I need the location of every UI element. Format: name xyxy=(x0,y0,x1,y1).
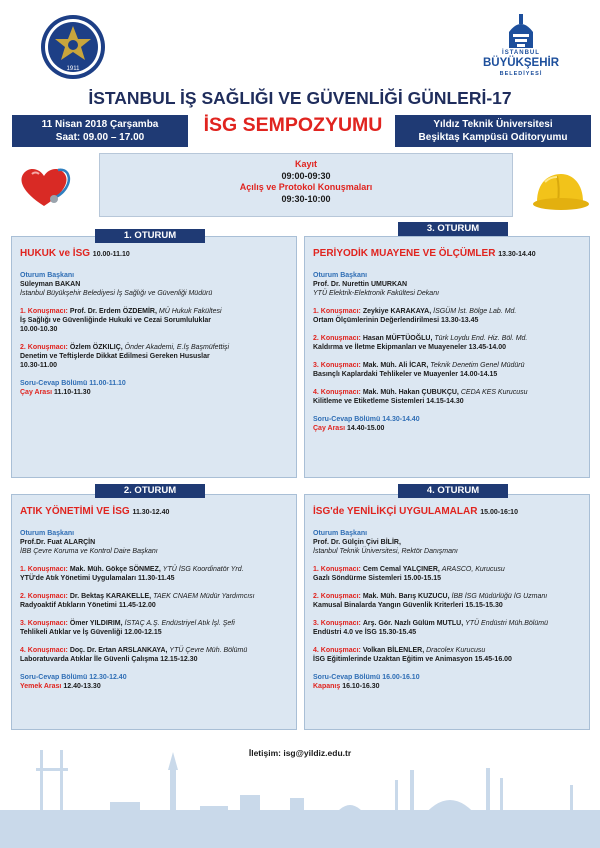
speaker-label: 4. Konuşmacı: xyxy=(20,647,68,654)
speaker-label: 3. Konuşmacı: xyxy=(313,620,361,627)
registration-box xyxy=(99,153,513,217)
break-time: 12.40-13.30 xyxy=(63,683,101,690)
break-label: Çay Arası xyxy=(20,389,53,396)
speaker-label: 2. Konuşmacı: xyxy=(20,593,68,600)
break-label: Kapanış xyxy=(313,683,341,690)
talk-time: 14.15-14.30 xyxy=(426,398,464,405)
talk-title: Kilitleme ve Etiketleme Sistemleri xyxy=(313,398,425,405)
speaker-affiliation: MÜ Hukuk Fakültesi xyxy=(158,308,222,315)
opening-label: Açılış ve Protokol Konuşmaları xyxy=(239,182,373,192)
chair-label: Oturum Başkanı xyxy=(313,530,368,537)
break-time: 11.10-11.30 xyxy=(54,389,91,396)
break-item xyxy=(20,682,290,691)
ibb-logo-main-text: BÜYÜKŞEHİR xyxy=(482,57,560,69)
opening-time: 09:30-10:00 xyxy=(281,193,331,204)
talk-item xyxy=(313,619,583,637)
talk-item xyxy=(313,565,583,583)
chair-label: Oturum Başkanı xyxy=(313,272,368,279)
event-date: 11 Nisan 2018 Çarşamba xyxy=(41,119,159,130)
talk-time: 11.45-12.00 xyxy=(118,602,156,609)
ibb-logo-top-text: İSTANBUL xyxy=(502,50,540,56)
session-chair xyxy=(313,271,583,298)
speaker-label: 1. Konuşmacı: xyxy=(20,308,68,315)
speaker-affiliation: Teknik Denetim Genel Müdürü xyxy=(430,362,525,369)
speaker-name: Prof. Dr. Erdem ÖZDEMİR, xyxy=(69,308,157,315)
session-3-tab: 3. OTURUM xyxy=(398,222,508,236)
session-4-panel xyxy=(304,494,590,730)
speaker-affiliation: YTÜ İSG Koordinatör Yrd. xyxy=(162,566,244,573)
session-chair xyxy=(20,529,290,556)
chair-name: Süleyman BAKAN xyxy=(20,281,81,288)
chair-name: Prof.Dr. Fuat ALARÇİN xyxy=(20,539,96,546)
break-item xyxy=(313,424,583,433)
speaker-affiliation: YTÜ Çevre Müh. Bölümü xyxy=(169,647,248,654)
chair-role: İstanbul Teknik Üniversitesi, Rektör Danışmanı xyxy=(313,548,458,555)
speaker-label: 4. Konuşmacı: xyxy=(313,389,361,396)
session-title: İSG'de YENİLİKÇİ UYGULAMALAR 15.00-16:10 xyxy=(313,506,518,517)
talk-time: 12.15-12.30 xyxy=(160,656,198,663)
talk-time: 13.45-14.00 xyxy=(468,344,507,351)
talk-title: İş Sağlığı ve Güvenliğinde Hukuki ve Cezai Sorumluluklar xyxy=(20,317,211,324)
event-hours: Saat: 09.00 – 17.00 xyxy=(55,132,145,143)
symposium-title: İSG SEMPOZYUMU xyxy=(203,114,383,136)
speaker-name: Mak. Müh. Gökçe SÖNMEZ, xyxy=(69,566,161,573)
session-time: 11.30-12.40 xyxy=(132,509,170,516)
registration-label: Kayıt xyxy=(294,159,317,169)
ibb-logo xyxy=(480,12,562,82)
speaker-name: Cem Cemal YALÇINER, xyxy=(362,566,440,573)
break-label: Çay Arası xyxy=(313,425,346,432)
chair-role: YTÜ Elektrik-Elektronik Fakültesi Dekanı xyxy=(313,290,440,297)
speaker-name: Volkan BİLENLER, xyxy=(362,647,425,654)
speaker-label: 2. Konuşmacı: xyxy=(313,593,361,600)
speaker-name: Dr. Bektaş KARAKELLE, xyxy=(69,593,152,600)
talk-item xyxy=(20,565,290,583)
date-box xyxy=(12,115,188,147)
chair-name: Prof. Dr. Nurettin UMURKAN xyxy=(313,281,408,288)
talk-time: 15.30-15.45 xyxy=(378,629,417,636)
break-time: 16.10-16.30 xyxy=(342,683,380,690)
speaker-affiliation: Türk Loydu End. Hiz. Böl. Md. xyxy=(434,335,528,342)
hard-hat-icon xyxy=(527,168,589,214)
heart-stethoscope-icon xyxy=(14,162,74,210)
session-chair xyxy=(20,271,290,298)
talk-title: YTÜ'de Atık Yönetimi Uygulamaları xyxy=(20,575,137,582)
speaker-label: 1. Konuşmacı: xyxy=(313,566,361,573)
break-item xyxy=(20,388,290,397)
session-title: ATIK YÖNETİMİ VE İSG 11.30-12.40 xyxy=(20,506,170,517)
talk-title: Laboratuvarda Atıklar İle Güvenli Çalışma xyxy=(20,656,159,663)
talk-title: Denetim ve Teftişlerde Dikkat Edilmesi Gereken Hususlar xyxy=(20,353,210,360)
talk-title: Endüstri 4.0 ve İSG xyxy=(313,629,377,636)
speaker-name: Özlem ÖZKILIÇ, xyxy=(69,344,123,351)
session-3-content xyxy=(313,249,583,433)
venue-hall: Beşiktaş Kampüsü Oditoryumu xyxy=(418,132,568,143)
qa-section: Soru-Cevap Bölümü 11.00-11.10 xyxy=(20,380,126,387)
talk-title: Kamusal Binalarda Yangın Güvenlik Kriterleri xyxy=(313,602,464,609)
talk-title: Ortam Ölçümlerinin Değerlendirilmesi xyxy=(313,317,440,324)
talk-time: 14.00-14.15 xyxy=(459,371,498,378)
talk-time: 15.00-15.15 xyxy=(403,575,442,582)
session-1-content xyxy=(20,249,290,397)
speaker-affiliation: ARASCO, Kurucusu xyxy=(441,566,505,573)
talk-title: Radyoaktif Atıkların Yönetimi xyxy=(20,602,117,609)
talk-item xyxy=(20,307,290,334)
session-2-tab: 2. OTURUM xyxy=(95,484,205,498)
session-title: HUKUK ve İSG 10.00-11.10 xyxy=(20,248,130,259)
session-1-tab: 1. OTURUM xyxy=(95,229,205,243)
talk-item xyxy=(313,592,583,610)
talk-time: 10.30-11.00 xyxy=(20,362,57,369)
break-label: Yemek Arası xyxy=(20,683,62,690)
speaker-affiliation: Önder Akademi, E.İş Başmüfettişi xyxy=(124,344,230,351)
speaker-affiliation: İSTAÇ A.Ş. Endüstriyel Atık İşl. Şefi xyxy=(124,620,235,627)
talk-time: 11.30-11.45 xyxy=(137,575,175,582)
session-time: 15.00-16:10 xyxy=(480,509,518,516)
session-1-panel xyxy=(11,236,297,478)
talk-item xyxy=(20,619,290,637)
speaker-label: 1. Konuşmacı: xyxy=(313,308,361,315)
ibb-logo-icon xyxy=(480,12,562,50)
registration-time: 09:00-09:30 xyxy=(281,170,331,181)
session-4-tab: 4. OTURUM xyxy=(398,484,508,498)
speaker-name: Hasan MÜFTÜOĞLU, xyxy=(362,335,433,342)
session-time: 13.30-14.40 xyxy=(498,251,536,258)
talk-item xyxy=(313,646,583,664)
session-chair xyxy=(313,529,583,556)
break-time: 14.40-15.00 xyxy=(347,425,385,432)
session-title: PERİYODİK MUAYENE VE ÖLÇÜMLER 13.30-14.40 xyxy=(313,248,536,259)
qa-section: Soru-Cevap Bölümü 14.30-14.40 xyxy=(313,416,420,423)
ytu-logo-year: 1911 xyxy=(66,66,80,72)
speaker-name: Doç. Dr. Ertan ARSLANKAYA, xyxy=(69,647,168,654)
speaker-label: 4. Konuşmacı: xyxy=(313,647,361,654)
chair-role: İBB Çevre Koruma ve Kontrol Daire Başkanı xyxy=(20,548,158,555)
chair-role: İstanbul Büyükşehir Belediyesi İş Sağlığı ve Güvenliği Müdürü xyxy=(20,290,213,297)
session-3-panel xyxy=(304,236,590,478)
break-item xyxy=(313,682,583,691)
talk-time: 10.00-10.30 xyxy=(20,326,58,333)
session-2-content xyxy=(20,507,290,691)
speaker-name: Arş. Gör. Nazlı Gülüm MUTLU, xyxy=(362,620,464,627)
chair-label: Oturum Başkanı xyxy=(20,530,75,537)
talk-item xyxy=(313,361,583,379)
speaker-name: Mak. Müh. Barış KUZUCU, xyxy=(362,593,450,600)
talk-item xyxy=(20,592,290,610)
talk-item xyxy=(313,307,583,325)
talk-title: Basınçlı Kaplardaki Tehlikeler ve Muayenler xyxy=(313,371,458,378)
speaker-name: Mak. Müh. Ali İCAR, xyxy=(362,362,429,369)
talk-title: İSG Eğitimlerinde Uzaktan Eğitim ve Animasyon xyxy=(313,656,473,663)
talk-item xyxy=(20,343,290,370)
speaker-label: 2. Konuşmacı: xyxy=(313,335,361,342)
talk-item xyxy=(313,388,583,406)
contact-info: İletişim: isg@yildiz.edu.tr xyxy=(248,748,352,758)
speaker-affiliation: TAEK CNAEM Müdür Yardımcısı xyxy=(153,593,255,600)
talk-item xyxy=(20,646,290,664)
speaker-label: 1. Konuşmacı: xyxy=(20,566,68,573)
venue-box xyxy=(395,115,591,147)
speaker-label: 2. Konuşmacı: xyxy=(20,344,68,351)
qa-section: Soru-Cevap Bölümü 16.00-16.10 xyxy=(313,674,420,681)
talk-item xyxy=(313,334,583,352)
talk-title: Tehlikeli Atıklar ve İş Güvenliği xyxy=(20,629,123,636)
speaker-affiliation: İBB İSG Müdürlüğü İG Uzmanı xyxy=(451,593,548,600)
speaker-label: 3. Konuşmacı: xyxy=(313,362,361,369)
chair-label: Oturum Başkanı xyxy=(20,272,75,279)
speaker-name: Mak. Müh. Hakan ÇUBUKÇU, xyxy=(362,389,459,396)
venue-university: Yıldız Teknik Üniversitesi xyxy=(433,119,553,130)
talk-title: Kaldırma ve İletme Ekipmanları ve Muayeneler xyxy=(313,344,467,351)
speaker-affiliation: CEDA KES Kurucusu xyxy=(460,389,528,396)
talk-time: 13.30-13.45 xyxy=(441,317,479,324)
talk-time: 15.45-16.00 xyxy=(474,656,512,663)
qa-section: Soru-Cevap Bölümü 12.30-12.40 xyxy=(20,674,127,681)
ytu-logo xyxy=(40,14,106,80)
speaker-label: 3. Konuşmacı: xyxy=(20,620,68,627)
speaker-affiliation: İSGÜM İst. Bölge Lab. Md. xyxy=(433,308,517,315)
speaker-name: Zeykiye KARAKAYA, xyxy=(362,308,432,315)
session-2-panel xyxy=(11,494,297,730)
speaker-affiliation: YTÜ Endüstri Müh.Bölümü xyxy=(465,620,548,627)
session-4-content xyxy=(313,507,583,691)
talk-title: Gazlı Söndürme Sistemleri xyxy=(313,575,402,582)
speaker-name: Ömer YILDIRIM, xyxy=(69,620,123,627)
session-time: 10.00-11.10 xyxy=(92,251,130,258)
talk-time: 12.00-12.15 xyxy=(124,629,162,636)
page-title: İSTANBUL İŞ SAĞLIĞI VE GÜVENLİĞİ GÜNLERİ-17 xyxy=(88,88,512,108)
talk-time: 15.15-15.30 xyxy=(465,602,503,609)
chair-name: Prof. Dr. Gülçin Çivi BİLİR, xyxy=(313,539,401,546)
ibb-logo-bottom-text: BELEDİYESİ xyxy=(499,71,543,77)
speaker-affiliation: Dracolex Kurucusu xyxy=(426,647,486,654)
